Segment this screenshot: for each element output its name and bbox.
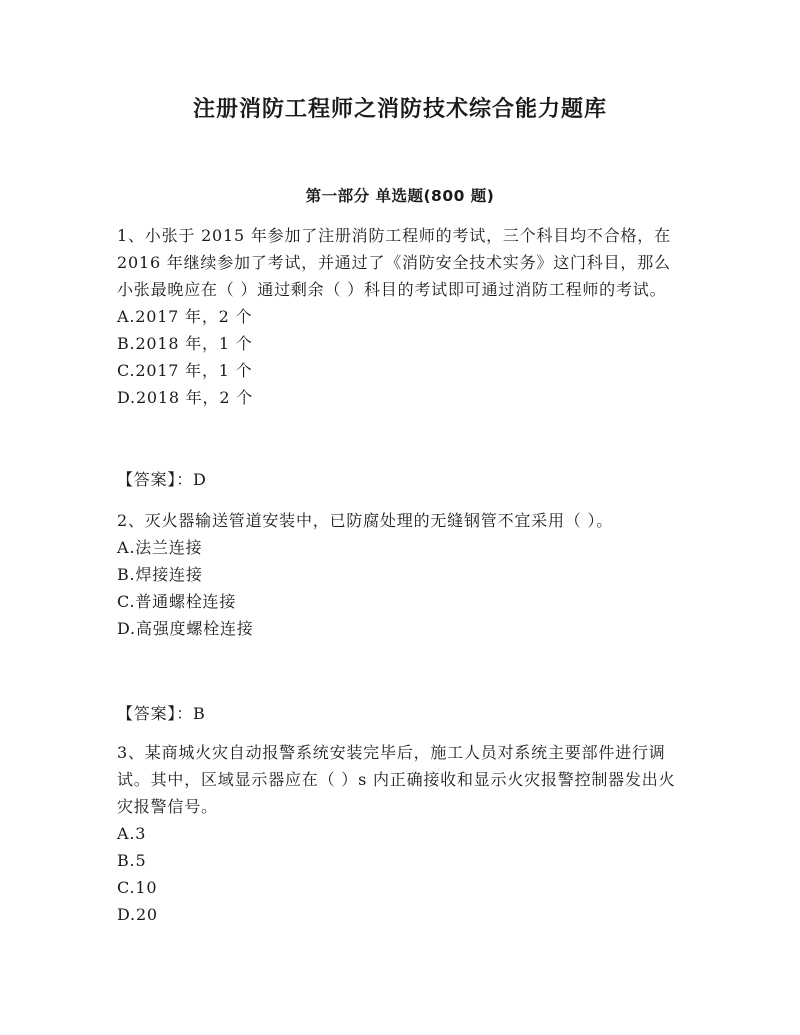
question-stem: 1、小张于 2015 年参加了注册消防工程师的考试，三个科目均不合格，在 2016 年继续参加了考试，并通过了《消防安全技术实务》这门科目，那么小张最晚应在（ ）通过剩余（ ）科目的考试即可通过消防工程师的考试。 [117, 226, 671, 299]
question-2 [117, 507, 677, 642]
answer-2: 【答案】：B [117, 704, 206, 723]
option-c: C.10 [117, 878, 158, 897]
question-stem: 2、灭火器输送管道安装中，已防腐处理的无缝钢管不宜采用（ ）。 [117, 511, 614, 530]
answer-1: 【答案】：D [117, 470, 207, 489]
question-3 [117, 739, 677, 928]
option-a: A.2017 年，2 个 [117, 307, 253, 326]
option-c: C.普通螺栓连接 [117, 592, 237, 611]
option-b: B.焊接连接 [117, 565, 203, 584]
option-c: C.2017 年，1 个 [117, 361, 253, 380]
option-a: A.3 [117, 824, 147, 843]
document-title: 注册消防工程师之消防技术综合能力题库 [192, 97, 607, 122]
option-b: B.2018 年，1 个 [117, 334, 253, 353]
option-d: D.2018 年，2 个 [117, 388, 254, 407]
option-a: A.法兰连接 [117, 538, 203, 557]
section-heading: 第一部分 单选题(800 题) [305, 187, 495, 205]
option-d: D.20 [117, 905, 158, 924]
question-stem: 3、某商城火灾自动报警系统安装完毕后，施工人员对系统主要部件进行调试。其中，区域显示器应在（ ）s 内正确接收和显示火灾报警控制器发出火灾报警信号。 [117, 743, 676, 816]
question-1 [117, 222, 677, 411]
option-b: B.5 [117, 851, 147, 870]
option-d: D.高强度螺栓连接 [117, 619, 254, 638]
